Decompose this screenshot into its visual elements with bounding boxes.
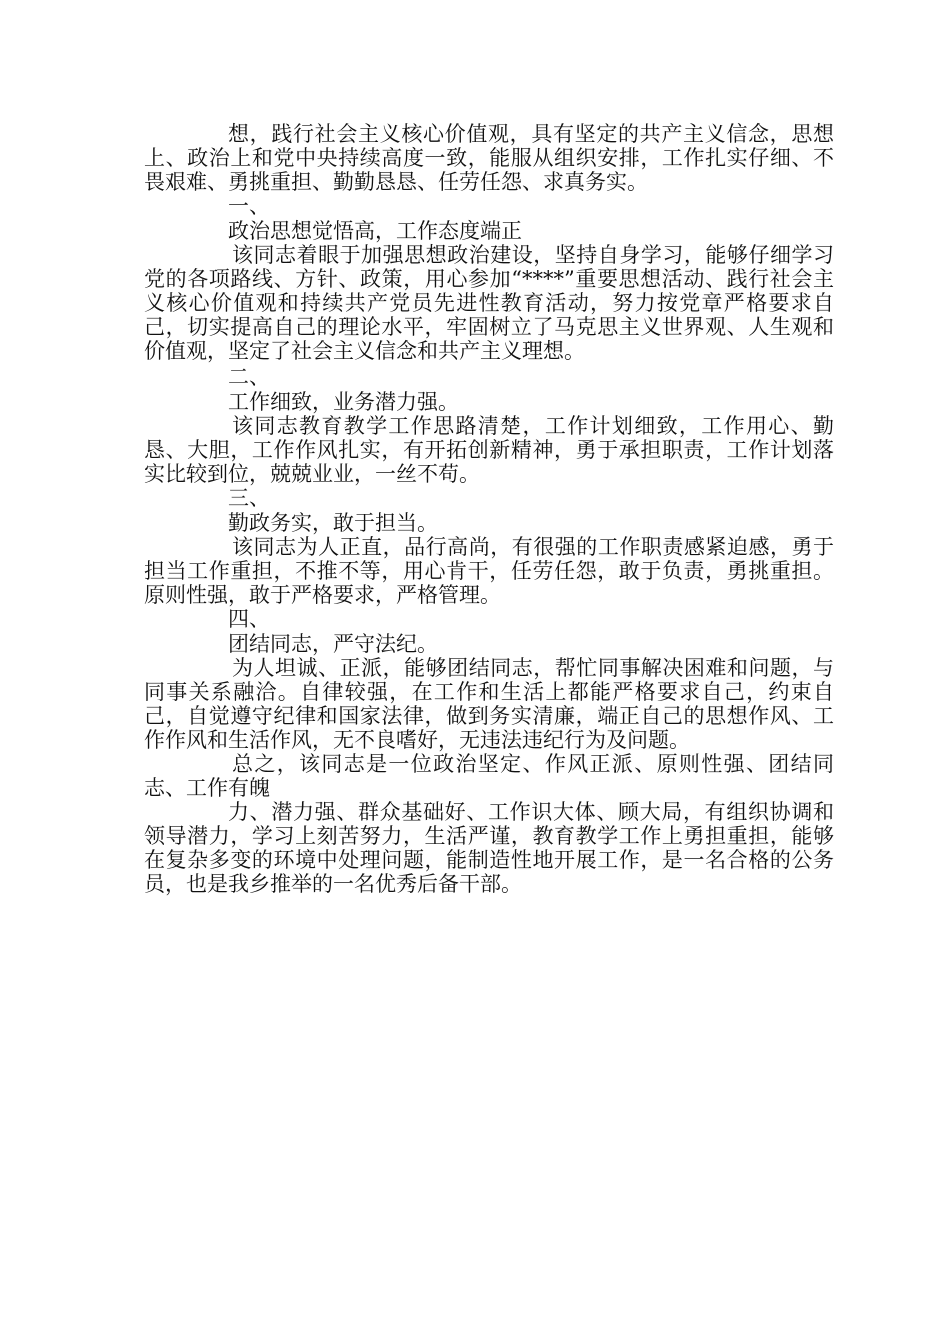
section-title: 工作细致，业务潜力强。	[228, 390, 459, 414]
section-title: 勤政务实，敢于担当。	[228, 511, 438, 535]
section-number: 四、	[228, 607, 270, 631]
section-number: 三、	[228, 486, 270, 510]
section-title: 团结同志，严守法纪。	[228, 632, 438, 656]
summary-continuation: 力、潜力强、群众基础好、工作识大体、顾大局，有组织协调和领导潜力，学习上刻苦努力，生活严谨，教育教学工作上勇担重担，能够在复杂多变的环境中处理问题，能制造性地开展工作，是一名合格的公务员，也是我乡推举的一名优秀后备干部。	[144, 800, 834, 896]
section-body-1: 该同志着眼于加强思想政治建设，坚持自身学习，能够仔细学习党的各项路线、方针、政策，用心参加“****”重要思想活动、践行社会主义核心价值观和持续共产党员先进性教育活动，努力按党章严格要求自己，切实提高自己的理论水平，牢固树立了马克思主义世界观、人生观和价值观，坚定了社会主义信念和共产主义理想。	[144, 243, 834, 363]
section-body-3: 该同志为人正直，品行高尚，有很强的工作职责感紧迫感，勇于担当工作重担，不推不等，用心肯干，任劳任怨，敢于负责，勇挑重担。原则性强，敢于严格要求，严格管理。	[144, 535, 834, 607]
section-number: 一、	[228, 194, 270, 218]
section-number: 二、	[228, 365, 270, 389]
section-heading-3	[144, 486, 834, 535]
section-body-2: 该同志教育教学工作思路清楚，工作计划细致，工作用心、勤恳、大胆，工作作风扎实，有开拓创新精神，勇于承担职责，工作计划落实比较到位，兢兢业业，一丝不苟。	[144, 414, 834, 486]
opening-paragraph: 想，践行社会主义核心价值观，具有坚定的共产主义信念，思想上、政治上和党中央持续高度一致，能服从组织安排，工作扎实仔细、不畏艰难、勇挑重担、勤勤恳恳、任劳任怨、求真务实。	[144, 122, 834, 194]
section-body-4: 为人坦诚、正派，能够团结同志，帮忙同事解决困难和问题，与同事关系融洽。自律较强，在工作和生活上都能严格要求自己，约束自己，自觉遵守纪律和国家法律，做到务实清廉，端正自己的思想作风、工作作风和生活作风，无不良嗜好，无违法违纪行为及问题。	[144, 656, 834, 752]
section-heading-4	[144, 607, 834, 656]
section-title: 政治思想觉悟高，工作态度端正	[228, 219, 522, 243]
document-body	[144, 122, 834, 896]
summary-paragraph: 总之，该同志是一位政治坚定、作风正派、原则性强、团结同志、工作有魄	[144, 752, 834, 800]
section-heading-2	[144, 365, 834, 414]
section-heading-1	[144, 194, 834, 243]
